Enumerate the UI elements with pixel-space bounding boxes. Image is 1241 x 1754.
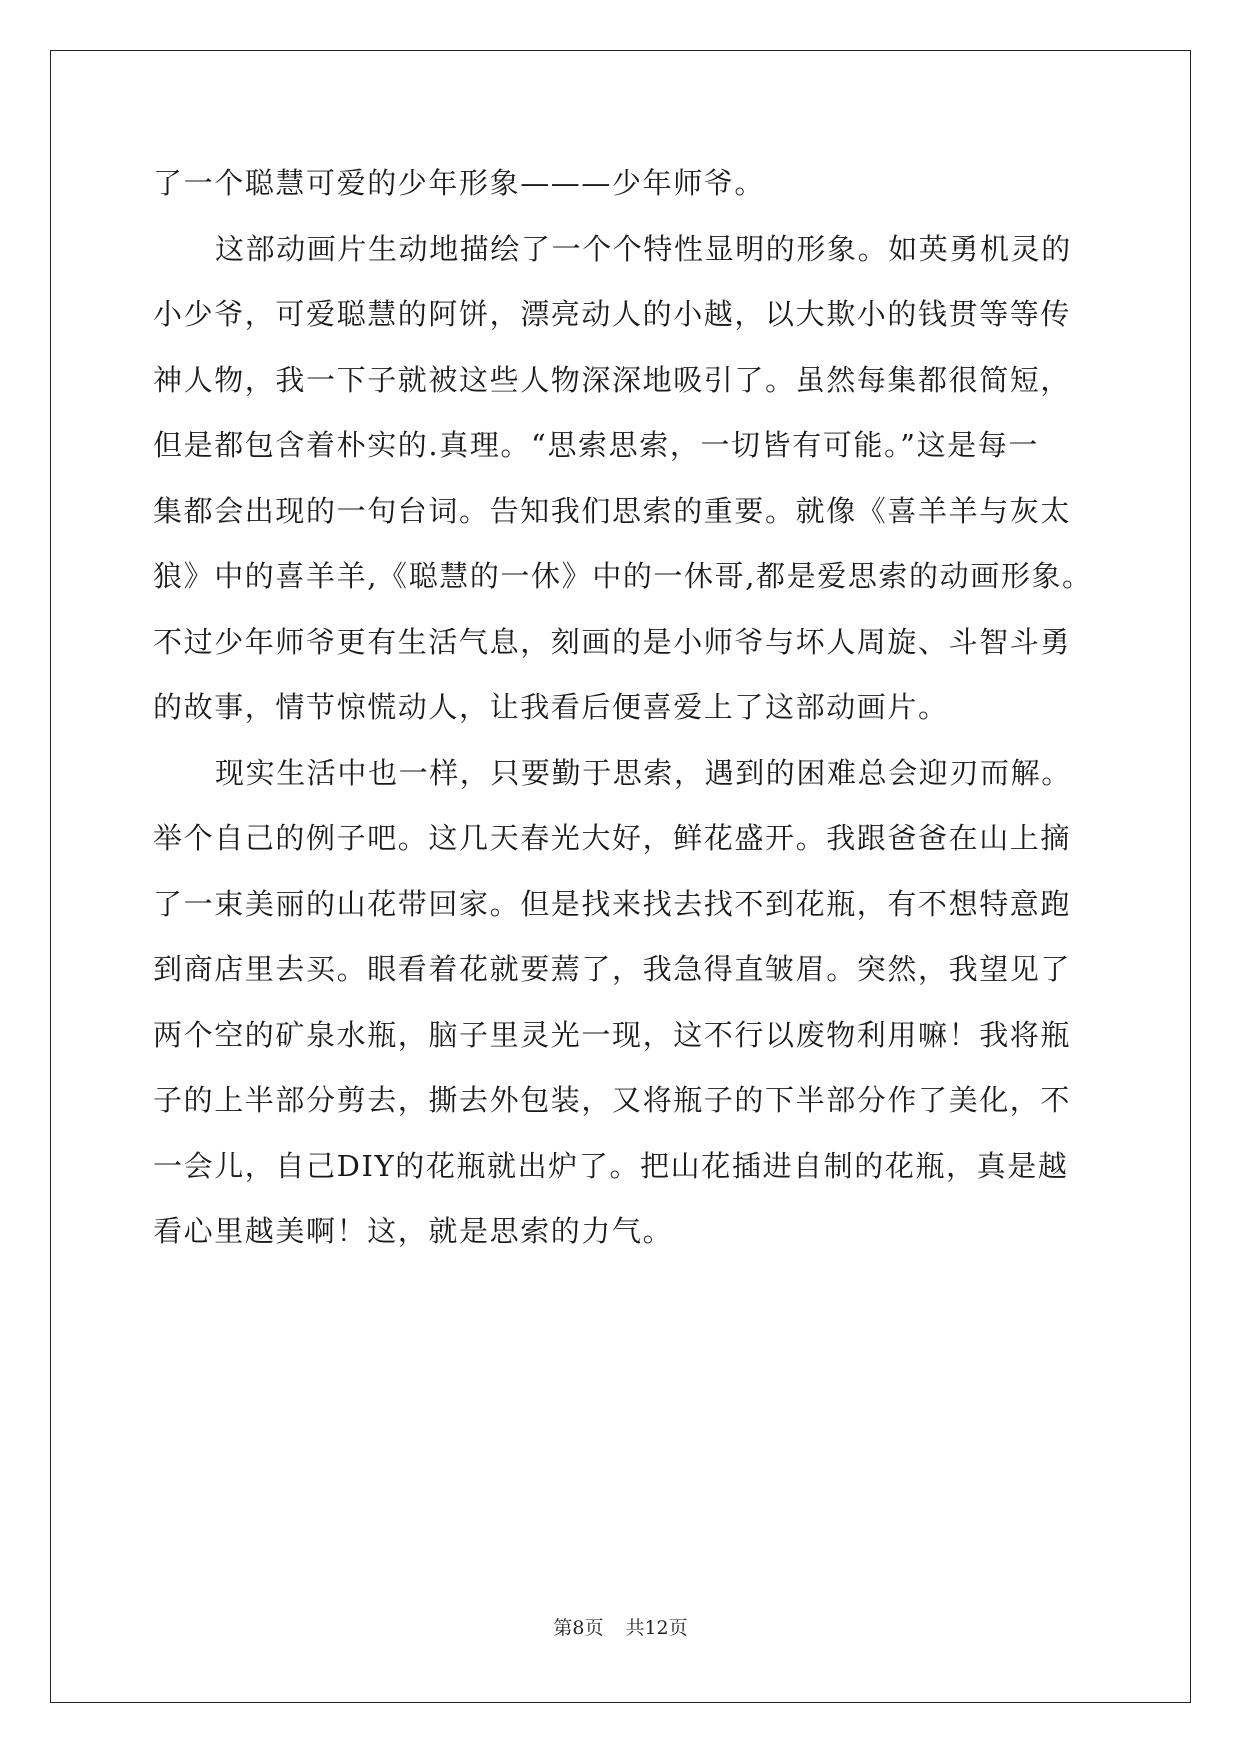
text-line: 举个自己的例子吧。这几天春光大好，鲜花盛开。我跟爸爸在山上摘 [153,821,1072,855]
text-line: 的故事，情节惊慌动人，让我看后便喜爱上了这部动画片。 [153,690,949,724]
text-line: 神人物，我一下子就被这些人物深深地吸引了。虽然每集都很简短， [153,362,1072,397]
paragraph-first-line: 这部动画片生动地描绘了一个个特性显明的形象。如英勇机灵的 [215,231,1072,266]
page-number-total: 共12页 [625,1617,688,1639]
text-line: 但是都包含着朴实的.真理。“思索思索，一切皆有可能。”这是每一 [153,428,1039,462]
text-line: 小少爷，可爱聪慧的阿饼，漂亮动人的小越，以大欺小的钱贯等等传 [153,297,1072,331]
text-line: 看心里越美啊！这，就是思索的力气。 [153,1214,674,1248]
text-line: 到商店里去买。眼看着花就要蔫了，我急得直皱眉。突然，我望见了 [153,952,1072,986]
text-line: 一会儿，自己DIY的花瓶就出炉了。把山花插进自制的花瓶，真是越 [153,1148,1069,1183]
body-text [153,151,1093,1265]
paragraph-first-line: 现实生活中也一样，只要勤于思索，遇到的困难总会迎刃而解。 [215,755,1072,790]
text-line: 了一个聪慧可爱的少年形象———少年师爷。 [153,166,766,200]
text-line: 两个空的矿泉水瓶，脑子里灵光一现，这不行以废物利用嘛！我将瓶 [153,1017,1072,1052]
page-footer [0,1613,1241,1640]
text-line: 子的上半部分剪去，撕去外包装，又将瓶子的下半部分作了美化，不 [153,1083,1072,1117]
text-line: 了一束美丽的山花带回家。但是找来找去找不到花瓶，有不想特意跑 [153,886,1072,921]
text-line: 不过少年师爷更有生活气息，刻画的是小师爷与坏人周旋、斗智斗勇 [153,624,1072,659]
text-line: 狼》中的喜羊羊,《聪慧的一休》中的一休哥,都是爱思索的动画形象。 [153,559,1093,593]
page-number-current: 第8页 [553,1617,604,1639]
text-line: 集都会出现的一句台词。告知我们思索的重要。就像《喜羊羊与灰太 [153,493,1072,528]
